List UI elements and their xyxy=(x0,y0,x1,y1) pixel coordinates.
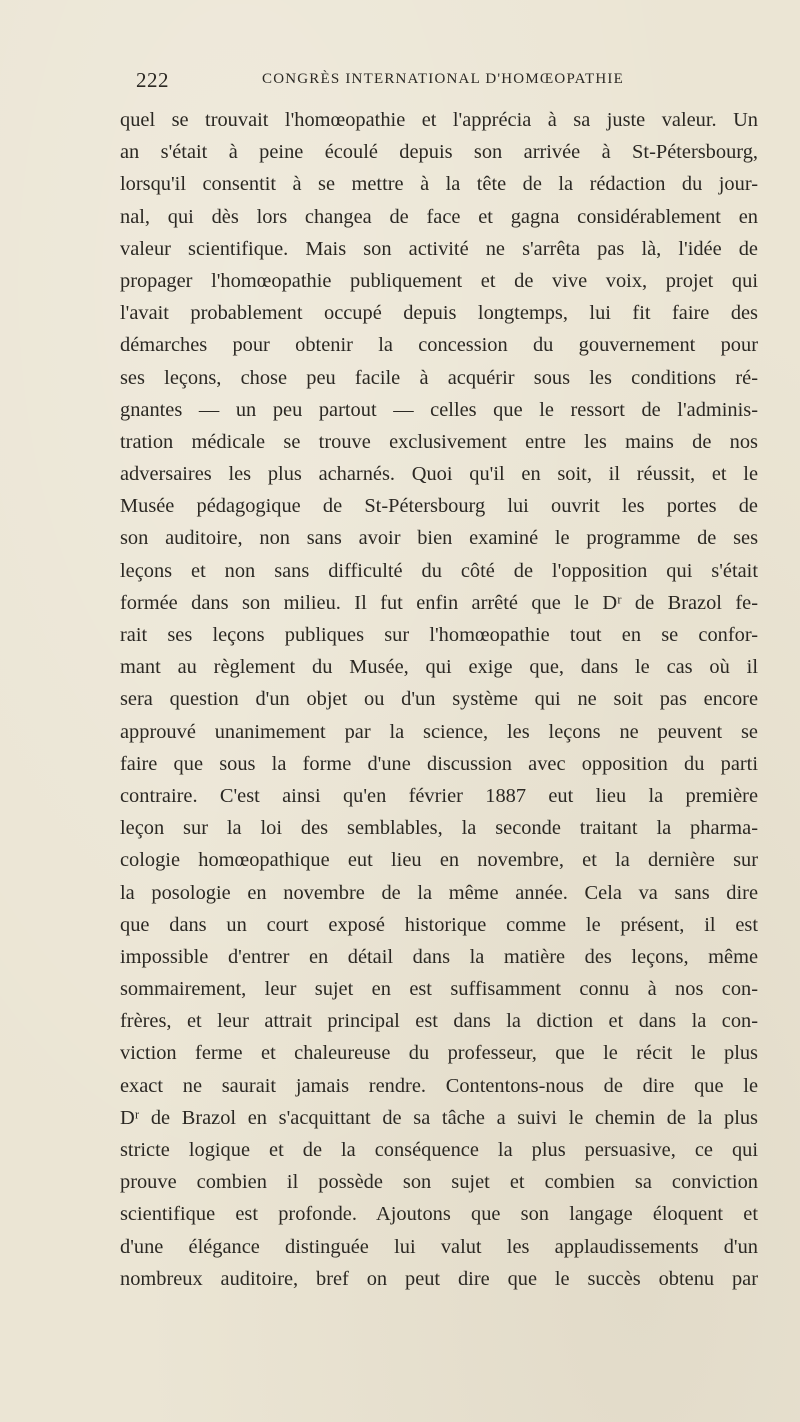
text-line: nal, qui dès lors changea de face et gagna considérablement en xyxy=(120,205,758,228)
text-line: leçon sur la loi des semblables, la seconde traitant la pharma- xyxy=(120,817,758,840)
text-line: faire que sous la forme d'une discussion avec opposition du parti xyxy=(120,752,758,775)
text-line: nombreux auditoire, bref on peut dire que le succès obtenu par xyxy=(120,1267,758,1290)
text-line: lorsqu'il consentit à se mettre à la tête de la rédaction du jour- xyxy=(120,173,758,196)
text-line: stricte logique et de la conséquence la plus persuasive, ce qui xyxy=(120,1139,758,1161)
text-line: prouve combien il possède son sujet et combien sa conviction xyxy=(120,1171,758,1194)
text-line: adversaires les plus acharnés. Quoi qu'il en soit, il réussit, et le xyxy=(120,463,758,486)
text-line: valeur scientifique. Mais son activité ne s'arrêta pas là, l'idée de xyxy=(120,237,758,260)
text-line: sera question d'un objet ou d'un système qui ne soit pas encore xyxy=(120,688,758,711)
text-line: cologie homœopathique eut lieu en novembre, et la dernière sur xyxy=(120,849,758,872)
page-number: 222 xyxy=(136,68,169,92)
text-line: approuvé unanimement par la science, les leçons ne peuvent se xyxy=(120,720,758,743)
text-line: Musée pédagogique de St-Pétersbourg lui ouvrit les portes de xyxy=(120,495,758,518)
text-line: impossible d'entrer en détail dans la matière des leçons, même xyxy=(120,945,758,968)
text-line: contraire. C'est ainsi qu'en février 1887 eut lieu la première xyxy=(120,784,758,807)
text-line: viction ferme et chaleureuse du professeur, que le récit le plus xyxy=(120,1042,758,1065)
text-line: mant au règlement du Musée, qui exige que, dans le cas où il xyxy=(120,656,758,679)
running-title: CONGRÈS INTERNATIONAL D'HOMŒOPATHIE xyxy=(262,71,624,87)
text-line: tration médicale se trouve exclusivement entre les mains de nos xyxy=(120,430,758,453)
text-line: propager l'homœopathie publiquement et de vive voix, projet qui xyxy=(120,269,758,292)
text-line: leçons et non sans difficulté du côté de l'opposition qui s'était xyxy=(120,559,758,582)
text-line: la posologie en novembre de la même année. Cela va sans dire xyxy=(120,881,758,904)
text-line: quel se trouvait l'homœopathie et l'apprécia à sa juste valeur. Un xyxy=(120,109,758,131)
text-line: gnantes — un peu partout — celles que le ressort de l'adminis- xyxy=(120,398,758,421)
text-line: que dans un court exposé historique comme le présent, il est xyxy=(120,913,758,936)
text-line: son auditoire, non sans avoir bien examiné le programme de ses xyxy=(120,527,758,550)
text-line: formée dans son milieu. Il fut enfin arrêté que le Dʳ de Brazol fe- xyxy=(120,591,758,614)
text-line: sommairement, leur sujet en est suffisamment connu à nos con- xyxy=(120,978,758,1001)
text-line: l'avait probablement occupé depuis longtemps, lui fit faire des xyxy=(120,302,758,325)
text-line: scientifique est profonde. Ajoutons que son langage éloquent et xyxy=(120,1203,758,1226)
text-line: rait ses leçons publiques sur l'homœopathie tout en se confor- xyxy=(120,624,758,646)
text-line: ses leçons, chose peu facile à acquérir sous les conditions ré- xyxy=(120,366,758,389)
text-line: exact ne saurait jamais rendre. Contentons-nous de dire que le xyxy=(120,1074,758,1097)
page-header xyxy=(118,68,758,98)
text-line: démarches pour obtenir la concession du gouvernement pour xyxy=(120,334,758,357)
text-line: d'une élégance distinguée lui valut les applaudissements d'un xyxy=(120,1235,758,1258)
text-line: frères, et leur attrait principal est dans la diction et dans la con- xyxy=(120,1010,758,1033)
text-line: an s'était à peine écoulé depuis son arrivée à St-Pétersbourg, xyxy=(120,141,758,164)
body-text xyxy=(120,104,758,1295)
text-line: Dʳ de Brazol en s'acquittant de sa tâche a suivi le chemin de la plus xyxy=(120,1106,758,1129)
